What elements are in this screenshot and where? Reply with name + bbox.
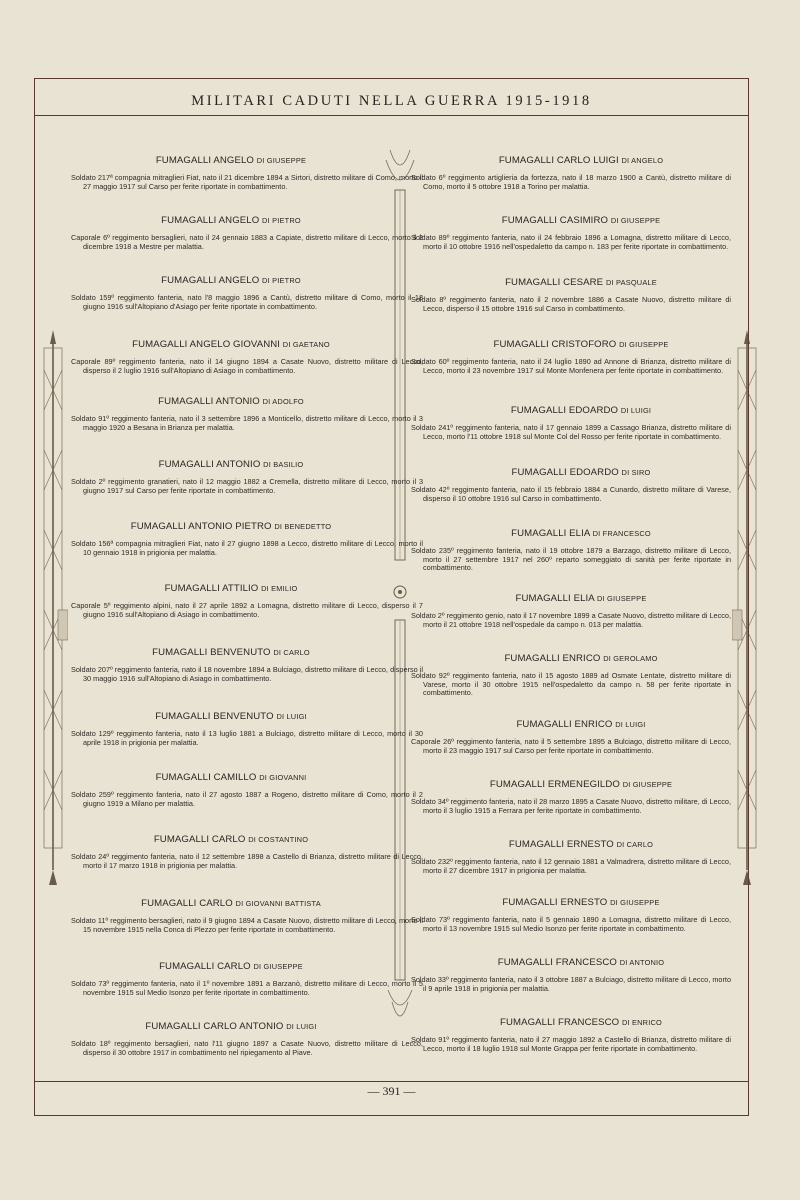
entry-name: FUMAGALLI ANTONIO PIETRO xyxy=(130,521,272,532)
entry xyxy=(411,405,731,441)
entry-patronymic: DI EMILIO xyxy=(261,584,298,593)
entry-patronymic: DI ANGELO xyxy=(621,156,664,165)
entry-text: Soldato 217ª compagnia mitraglieri Fiat, nato il 21 dicembre 1894 a Sirtori, distretto militare di Como, morto il 27 maggio 1917 sul Carso per ferite riportate in combattimento. xyxy=(71,173,423,191)
entry xyxy=(71,647,423,683)
entry-text: Soldato 241º reggimento fanteria, nato il 17 gennaio 1899 a Cassago Brianza, distretto militare di Lecco, morto l'11 ottobre 1918 sul Monte Col del Rosso per ferite riportate in combattimento. xyxy=(411,423,731,441)
entry-text: Soldato 8º reggimento fanteria, nato il 2 novembre 1886 a Casate Nuovo, distretto militare di Lecco, disperso il 15 ottobre 1916 sul Carso in combattimento. xyxy=(411,295,731,313)
entry xyxy=(411,1017,731,1053)
entry xyxy=(411,779,731,815)
entry-text: Soldato 11º reggimento bersaglieri, nato il 9 giugno 1894 a Casate Nuovo, distretto militare di Lecco, morto il 15 novembre 1915 nella Conca di Plezzo per ferite riportate in combattimento. xyxy=(71,916,423,934)
entry-name: FUMAGALLI CARLO ANTONIO xyxy=(145,1021,284,1032)
entry xyxy=(411,839,731,875)
entry xyxy=(71,339,423,375)
entry-text: Caporale 89º reggimento fanteria, nato il 14 giugno 1894 a Casate Nuovo, distretto militare di Lecco, disperso il 2 luglio 1916 sull'Altopiano di Asiago in combattimento. xyxy=(71,357,423,375)
entry-name: FUMAGALLI ENRICO xyxy=(516,719,613,730)
entry-name: FUMAGALLI ANTONIO xyxy=(158,459,261,470)
entry-text: Soldato 73º reggimento fanteria, nato il 5 gennaio 1890 a Lomagna, distretto militare di Lecco, morto il 13 novembre 1915 sul Medio Isonzo per ferite riportate in combattimento. xyxy=(411,915,731,933)
entry-text: Caporale 6º reggimento bersaglieri, nato il 24 gennaio 1883 a Capiate, distretto militare di Lecco, morto il 3 dicembre 1918 a Mestre per malattia. xyxy=(71,233,423,251)
entry xyxy=(411,593,731,629)
entry-patronymic: DI GIUSEPPE xyxy=(253,962,303,971)
entry-text: Soldato 207º reggimento fanteria, nato il 18 novembre 1894 a Bulciago, distretto militare di Lecco, disperso il 30 maggio 1916 sull'Altopiano di Asiago in combattimento. xyxy=(71,665,423,683)
entry-name: FUMAGALLI ANGELO xyxy=(161,275,260,286)
entry-name: FUMAGALLI CAMILLO xyxy=(155,772,257,783)
entry-patronymic: DI BASILIO xyxy=(263,460,304,469)
entry xyxy=(71,898,423,934)
entry-text: Soldato 6º reggimento artiglieria da fortezza, nato il 18 marzo 1900 a Cantù, distretto militare di Como, morto il 5 ottobre 1918 a Torino per malattia. xyxy=(411,173,731,191)
entry-text: Soldato 18º reggimento bersaglieri, nato l'11 giugno 1897 a Casate Nuovo, distretto militare di Lecco, disperso il 30 ottobre 1917 in combattimento nel ripiegamento al Piave. xyxy=(71,1039,423,1057)
entry-name: FUMAGALLI CRISTOFORO xyxy=(493,339,617,350)
entry-patronymic: DI GIUSEPPE xyxy=(619,340,669,349)
entry-patronymic: DI GIUSEPPE xyxy=(597,594,647,603)
entry-name: FUMAGALLI FRANCESCO xyxy=(497,957,617,968)
entry-text: Soldato 156ª compagnia mitraglieri Fiat, nato il 27 giugno 1898 a Lecco, distretto militare di Lecco, morto il 10 gennaio 1918 in prigionia per malattia. xyxy=(71,539,423,557)
entry-name: FUMAGALLI ENRICO xyxy=(504,653,601,664)
entry-patronymic: DI FRANCESCO xyxy=(592,529,651,538)
entry xyxy=(71,583,423,619)
entry xyxy=(71,459,423,495)
entry-patronymic: DI LUIGI xyxy=(620,406,652,415)
entry-text: Soldato 89º reggimento fanteria, nato il 24 febbraio 1896 a Lomagna, distretto militare di Lecco, morto il 10 ottobre 1916 nell'ospedaletto da campo n. 183 per ferite riportate in combattimento. xyxy=(411,233,731,251)
entry-name: FUMAGALLI BENVENUTO xyxy=(155,711,274,722)
entry xyxy=(71,521,423,557)
entry xyxy=(411,467,731,503)
entry-name: FUMAGALLI EDOARDO xyxy=(511,467,619,478)
entry-patronymic: DI GIUSEPPE xyxy=(610,898,660,907)
entry xyxy=(411,957,731,993)
entry-patronymic: DI BENEDETTO xyxy=(274,522,332,531)
entry-patronymic: DI ENRICO xyxy=(621,1018,662,1027)
entry xyxy=(71,396,423,432)
entry-patronymic: DI GIUSEPPE xyxy=(622,780,673,789)
entry xyxy=(411,155,731,191)
entry-name: FUMAGALLI ATTILIO xyxy=(164,583,259,594)
entry-name: FUMAGALLI CESARE xyxy=(505,277,604,288)
entry-name: FUMAGALLI ELIA xyxy=(515,593,595,604)
entry-patronymic: DI COSTANTINO xyxy=(248,835,309,844)
entry-patronymic: DI ANTONIO xyxy=(619,958,665,967)
entry-name: FUMAGALLI FRANCESCO xyxy=(500,1017,620,1028)
entry-patronymic: DI CARLO xyxy=(273,648,310,657)
entry-name: FUMAGALLI ANGELO GIOVANNI xyxy=(132,339,281,350)
entry-name: FUMAGALLI BENVENUTO xyxy=(152,647,271,658)
entry xyxy=(71,275,423,311)
entry-patronymic: DI GEROLAMO xyxy=(603,654,658,663)
entry-name: FUMAGALLI CARLO xyxy=(153,834,246,845)
entry-text: Caporale 5º reggimento alpini, nato il 27 aprile 1892 a Lomagna, distretto militare di Lecco, disperso il 7 giugno 1916 sull'Altopiano di Asiago in combattimento. xyxy=(71,601,423,619)
entry xyxy=(411,339,731,375)
entry-text: Soldato 73º reggimento fanteria, nato il 1º novembre 1891 a Barzanò, distretto militare di Lecco, morto il 5 novembre 1915 sul Medio Isonzo per ferite riportate in combattimento. xyxy=(71,979,423,997)
entry-text: Soldato 159º reggimento fanteria, nato l'8 maggio 1896 a Cantù, distretto militare di Como, morto il 18 giugno 1916 sull'Altopiano d'Asiago per ferite riportate in combattimento. xyxy=(71,293,423,311)
entry-patronymic: DI GIOVANNI BATTISTA xyxy=(235,899,321,908)
entry-patronymic: DI PASQUALE xyxy=(605,278,657,287)
entry-text: Soldato 92º reggimento fanteria, nato il 15 agosto 1889 ad Osmate Lentate, distretto militare di Varese, morto il 30 ottobre 1915 nell'ospedaletto da campo n. 58 per ferite riportate in combattimento. xyxy=(411,671,731,698)
entry-name: FUMAGALLI CARLO xyxy=(141,898,233,909)
entry-patronymic: DI LUIGI xyxy=(615,720,646,729)
entry xyxy=(411,897,731,933)
entry-text: Caporale 26º reggimento fanteria, nato il 5 settembre 1895 a Bulciago, distretto militare di Lecco, morto il 23 maggio 1917 sul Carso per ferite riportate in combattimento. xyxy=(411,737,731,755)
entry-text: Soldato 232º reggimento fanteria, nato il 12 gennaio 1881 a Valmadrera, distretto militare di Lecco, morto il 27 dicembre 1917 in prigionia per malattia. xyxy=(411,857,731,875)
entry-name: FUMAGALLI ANGELO xyxy=(155,155,254,166)
entry-patronymic: DI LUIGI xyxy=(276,712,307,721)
entry-patronymic: DI SIRO xyxy=(621,468,651,477)
entry-text: Soldato 33º reggimento fanteria, nato il 3 ottobre 1887 a Bulciago, distretto militare di Lecco, morto il 9 aprile 1918 in prigionia per malattia. xyxy=(411,975,731,993)
footer-rule xyxy=(35,1081,748,1082)
entry-text: Soldato 42º reggimento fanteria, nato il 15 febbraio 1884 a Cunardo, distretto militare di Varese, disperso il 10 ottobre 1916 sul Carso in combattimento. xyxy=(411,485,731,503)
entry xyxy=(71,155,423,191)
entry xyxy=(411,719,731,755)
entry-patronymic: DI PIETRO xyxy=(262,216,301,225)
entry-patronymic: DI CARLO xyxy=(616,840,654,849)
entry xyxy=(71,1021,423,1057)
entry xyxy=(411,528,731,573)
entry-patronymic: DI PIETRO xyxy=(262,276,301,285)
entry-patronymic: DI GIUSEPPE xyxy=(256,156,307,165)
entry-text: Soldato 235º reggimento fanteria, nato il 19 ottobre 1879 a Barzago, distretto militare di Lecco, morto il 27 settembre 1917 nel 260º reparto someggiato di sanità per ferite riportate in combattimento. xyxy=(411,546,731,573)
entry xyxy=(411,653,731,698)
entry-text: Soldato 2º reggimento genio, nato il 17 novembre 1899 a Casate Nuovo, distretto militare di Lecco, morto il 21 ottobre 1918 nell'ospedale da campo n. 013 per malattia. xyxy=(411,611,731,629)
entry-name: FUMAGALLI CARLO LUIGI xyxy=(498,155,619,166)
entry-text: Soldato 259º reggimento fanteria, nato il 27 agosto 1887 a Rogeno, distretto militare di Como, morto il 2 giugno 1919 a Milano per malattia. xyxy=(71,790,423,808)
entry-name: FUMAGALLI EDOARDO xyxy=(510,405,619,416)
entry-text: Soldato 60º reggimento fanteria, nato il 24 luglio 1890 ad Annone di Brianza, distretto militare di Lecco, morto il 23 novembre 1917 sul Monte Monfenera per ferite riportate in combattimento. xyxy=(411,357,731,375)
entry-text: Soldato 129º reggimento fanteria, nato il 13 luglio 1881 a Bulciago, distretto militare di Lecco, morto il 30 aprile 1918 in prigionia per malattia. xyxy=(71,729,423,747)
entry-name: FUMAGALLI CARLO xyxy=(159,961,251,972)
page-number: — 391 — xyxy=(367,1084,416,1098)
entry xyxy=(71,215,423,251)
entry-name: FUMAGALLI CASIMIRO xyxy=(501,215,609,226)
entry-patronymic: DI GIOVANNI xyxy=(259,773,307,782)
entry-name: FUMAGALLI ERNESTO xyxy=(502,897,608,908)
entry-patronymic: DI LUIGI xyxy=(286,1022,317,1031)
entry-patronymic: DI GAETANO xyxy=(282,340,330,349)
entry-name: FUMAGALLI ERNESTO xyxy=(508,839,614,850)
entry xyxy=(71,834,423,870)
entry xyxy=(71,772,423,808)
entry-text: Soldato 34º reggimento fanteria, nato il 28 marzo 1895 a Casate Nuovo, distretto militare, di Lecco, morto il 3 luglio 1915 a Ferrara per ferite riportate in combattimento. xyxy=(411,797,731,815)
page-header: MILITARI CADUTI NELLA GUERRA 1915-1918 xyxy=(35,79,748,116)
entry-name: FUMAGALLI ANGELO xyxy=(161,215,260,226)
entry-text: Soldato 91º reggimento fanteria, nato il 27 maggio 1892 a Castello di Brianza, distretto militare di Lecco, morto il 18 luglio 1918 sul Monte Grappa per ferite riportate in combattimento. xyxy=(411,1035,731,1053)
entry-text: Soldato 2º reggimento granatieri, nato il 12 maggio 1882 a Cremella, distretto militare di Lecco, morto il 3 giugno 1917 sul Carso per ferite riportate in combattimento. xyxy=(71,477,423,495)
entry xyxy=(71,961,423,997)
entry-name: FUMAGALLI ELIA xyxy=(511,528,590,539)
page-frame xyxy=(34,78,749,1116)
entry-name: FUMAGALLI ERMENEGILDO xyxy=(489,779,620,790)
entry-patronymic: DI ADOLFO xyxy=(262,397,304,406)
entry-text: Soldato 24º reggimento fanteria, nato il 12 settembre 1898 a Castello di Brianza, distretto militare di Lecco, morto il 17 marzo 1918 in prigionia per malattia. xyxy=(71,852,423,870)
entry xyxy=(411,277,731,313)
entry xyxy=(411,215,731,251)
entry xyxy=(71,711,423,747)
entry-text: Soldato 91º reggimento fanteria, nato il 3 settembre 1896 a Monticello, distretto militare di Lecco, morto il 3 maggio 1920 a Besana in Brianza per malattia. xyxy=(71,414,423,432)
entry-patronymic: DI GIUSEPPE xyxy=(610,216,661,225)
entry-name: FUMAGALLI ANTONIO xyxy=(158,396,260,407)
